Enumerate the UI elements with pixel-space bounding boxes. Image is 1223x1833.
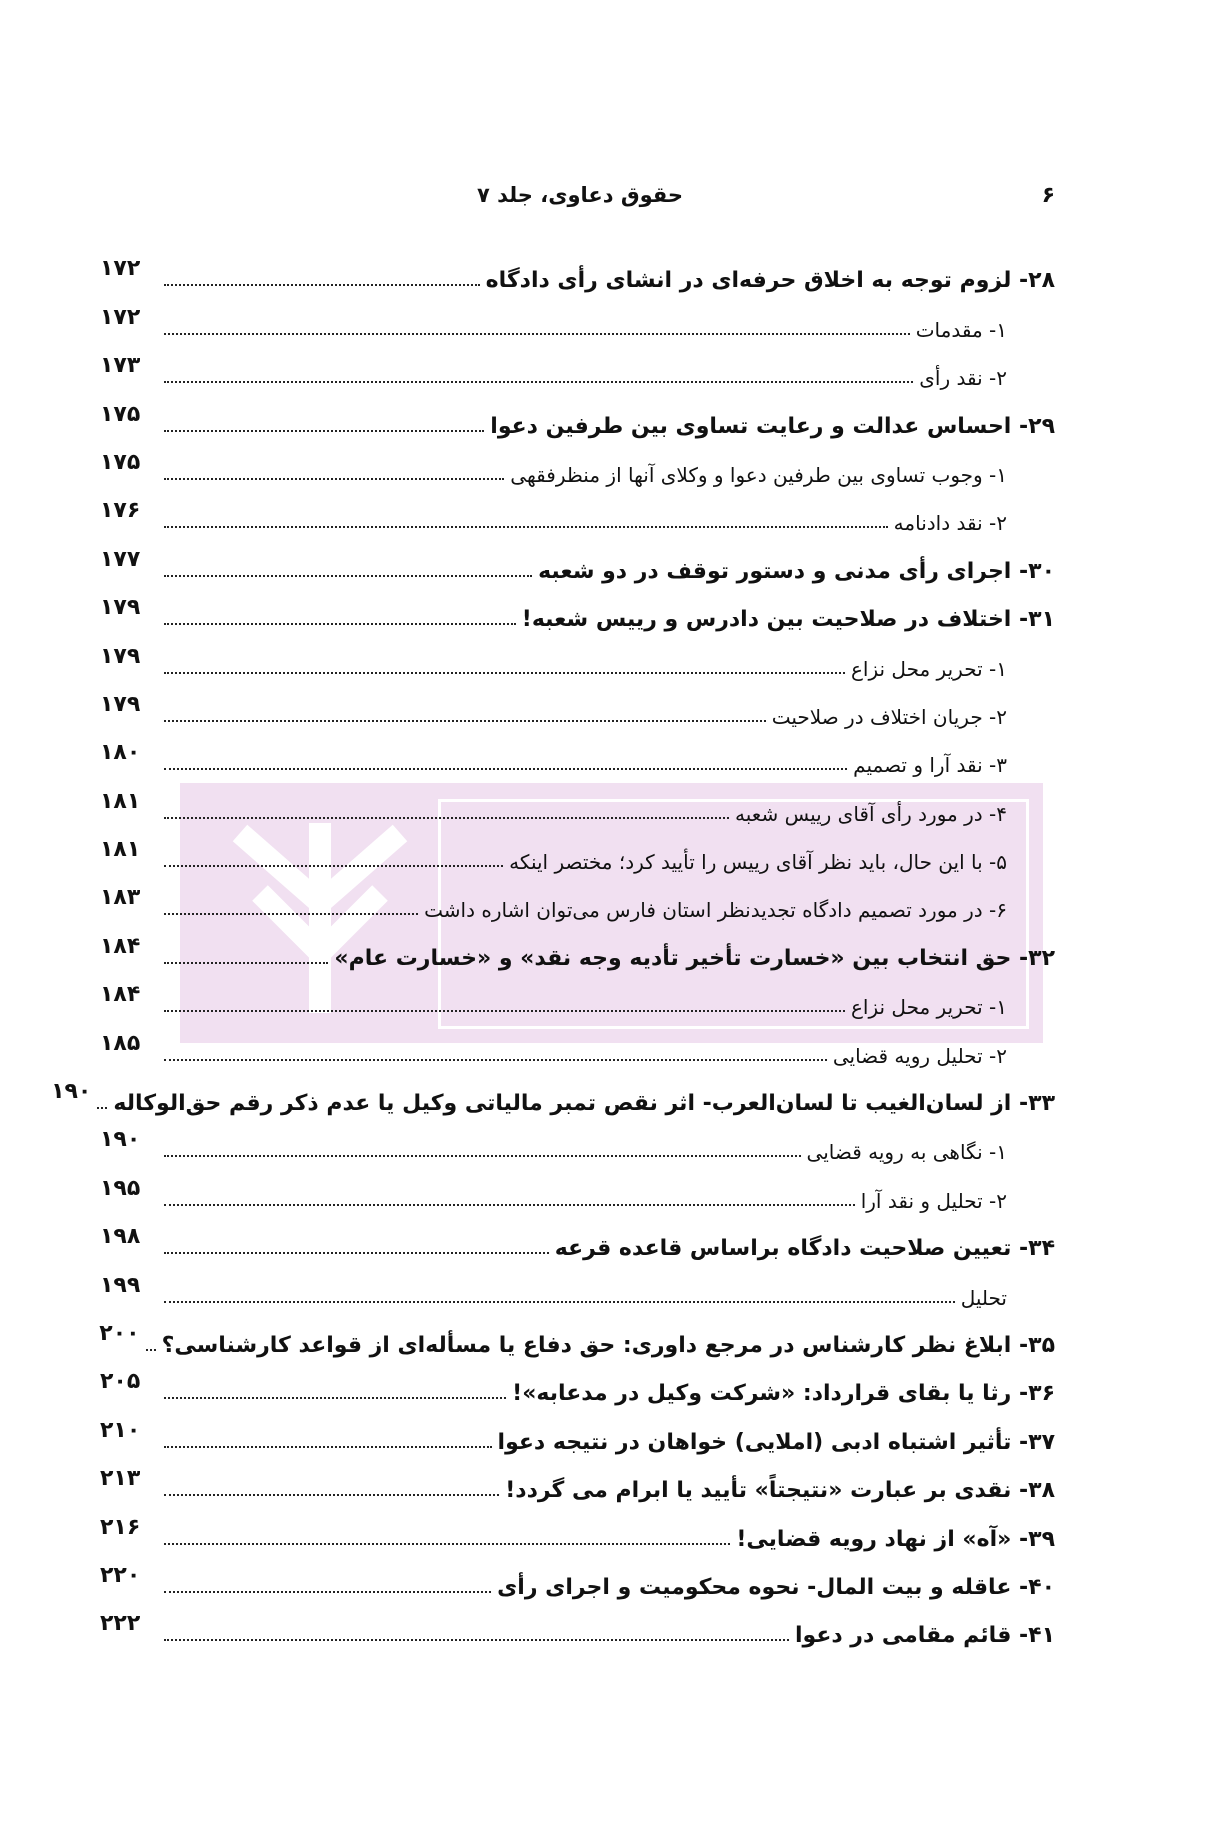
- toc-entry[interactable]: [100, 535, 1055, 583]
- toc-entry-title: ۳۱- اختلاف در صلاحیت بین دادرس و رییس شعبه!: [521, 607, 1055, 633]
- toc-entry-title: ۴۰- عاقله و بیت المال- نحوه محکومیت و اجرای رأی: [497, 1574, 1055, 1600]
- toc-entry-page: ۱۸۱: [100, 788, 141, 814]
- toc-entry[interactable]: [100, 971, 1055, 1019]
- dot-leader: [164, 526, 888, 528]
- toc-entry-title: ۲۹- احساس عدالت و رعایت تساوی بین طرفین دعوا: [490, 413, 1055, 439]
- toc-entry-title: ۲- نقد رأی: [919, 366, 1007, 391]
- toc-entry-page: ۲۰۵: [100, 1369, 141, 1395]
- toc-entry[interactable]: [100, 1310, 1055, 1358]
- dot-leader: [164, 1204, 855, 1206]
- toc-entry[interactable]: [100, 1358, 1055, 1406]
- dot-leader: [164, 575, 532, 577]
- toc-entry-title: ۳۶- رثا یا بقای قرارداد: «شرکت وکیل در مدعابه»!: [512, 1381, 1055, 1407]
- toc-entry[interactable]: [100, 293, 1055, 341]
- toc-entry-page: ۱۷۶: [100, 498, 141, 524]
- toc-entry[interactable]: [100, 245, 1055, 293]
- dot-leader: [164, 284, 480, 286]
- toc-entry-title: ۳۹- «آه» از نهاد رویه قضایی!: [736, 1526, 1055, 1552]
- toc-entry-page: ۱۸۴: [100, 982, 141, 1008]
- dot-leader: [164, 1059, 827, 1061]
- toc-entry[interactable]: [100, 874, 1055, 922]
- dot-leader: [164, 381, 913, 383]
- dot-leader: [164, 1591, 491, 1593]
- toc-entry-title: ۲- تحلیل رویه قضایی: [832, 1043, 1007, 1068]
- toc-entry-page: ۱۸۰: [100, 740, 141, 766]
- dot-leader: [164, 430, 484, 432]
- toc-entry-page: ۲۱۶: [100, 1514, 141, 1540]
- toc-entry[interactable]: [100, 390, 1055, 438]
- dot-leader: [164, 1494, 499, 1496]
- toc-entry-page: ۲۲۰: [100, 1562, 141, 1588]
- toc-entry-title: ۶- در مورد تصمیم دادگاه تجدیدنظر استان فارس می‌توان اشاره داشت: [424, 898, 1007, 923]
- dot-leader: [164, 623, 516, 625]
- toc-entry-title: ۳۲- حق انتخاب بین «خسارت تأخیر تأدیه وجه نقد» و «خسارت عام»: [334, 945, 1055, 971]
- toc-entry-page: ۱۹۰: [51, 1079, 92, 1105]
- toc-entry-page: ۱۷۹: [100, 691, 141, 717]
- toc-entry-page: ۱۷۲: [100, 256, 141, 282]
- dot-leader: [164, 913, 418, 915]
- toc-entry-page: ۱۹۹: [100, 1272, 141, 1298]
- toc-entry[interactable]: [100, 342, 1055, 390]
- dot-leader: [97, 1107, 107, 1109]
- page-header: [105, 183, 1055, 219]
- toc-entry-page: ۱۷۳: [100, 353, 141, 379]
- toc-entry[interactable]: [100, 1261, 1055, 1309]
- dot-leader: [164, 768, 847, 770]
- table-of-contents: [51, 245, 1055, 1649]
- toc-entry-page: ۱۹۰: [100, 1127, 141, 1153]
- toc-entry-page: ۲۲۲: [100, 1611, 141, 1637]
- dot-leader: [164, 1010, 845, 1012]
- dot-leader: [164, 672, 845, 674]
- toc-entry-title: ۳۳- از لسان‌الغیب تا لسان‌العرب- اثر نقص تمبر مالیاتی وکیل یا عدم ذکر رقم حق‌الوکاله: [113, 1091, 1055, 1117]
- dot-leader: [164, 1155, 801, 1157]
- running-title: حقوق دعاوی، جلد ۷: [476, 183, 684, 207]
- toc-entry[interactable]: [100, 439, 1055, 487]
- toc-entry[interactable]: [51, 1068, 1055, 1117]
- toc-entry-title: ۳۵- ابلاغ نظر کارشناس در مرجع داوری: حق دفاع یا مسأله‌ای از قواعد کارشناسی؟: [161, 1332, 1055, 1358]
- dot-leader: [164, 1543, 730, 1545]
- toc-entry-title: ۱- وجوب تساوی بین طرفین دعوا و وکلای آنها از منظرفقهی: [510, 462, 1007, 487]
- toc-entry[interactable]: [100, 826, 1055, 874]
- toc-entry[interactable]: [100, 922, 1055, 970]
- toc-entry[interactable]: [100, 632, 1055, 680]
- toc-entry-title: ۵- با این حال، باید نظر آقای رییس را تأیید کرد؛ مختصر اینکه: [509, 850, 1007, 875]
- toc-entry-page: ۱۷۹: [100, 643, 141, 669]
- toc-entry-title: ۳۰- اجرای رأی مدنی و دستور توقف در دو شعبه: [538, 558, 1055, 584]
- toc-entry-title: تحلیل: [960, 1285, 1007, 1310]
- toc-entry[interactable]: [100, 487, 1055, 535]
- toc-entry-page: ۲۱۰: [100, 1417, 141, 1443]
- toc-entry-page: ۱۷۲: [100, 304, 141, 330]
- toc-entry-page: ۱۷۵: [100, 449, 141, 475]
- toc-entry[interactable]: [100, 584, 1055, 632]
- toc-entry[interactable]: [100, 1600, 1055, 1648]
- toc-entry-title: ۳۷- تأثیر اشتباه ادبی (املایی) خواهان در نتیجه دعوا: [497, 1429, 1055, 1455]
- toc-entry-page: ۱۷۹: [100, 595, 141, 621]
- toc-entry-title: ۳۴- تعیین صلاحیت دادگاه براساس قاعده قرعه: [554, 1236, 1055, 1262]
- toc-entry-title: ۱- نگاهی به رویه قضایی: [806, 1140, 1007, 1165]
- dot-leader: [164, 817, 729, 819]
- toc-entry-title: ۲- تحلیل و نقد آرا: [860, 1188, 1007, 1213]
- toc-entry-page: ۱۷۷: [100, 546, 141, 572]
- toc-entry[interactable]: [100, 1019, 1055, 1067]
- toc-entry[interactable]: [100, 1503, 1055, 1551]
- toc-entry-page: ۱۸۴: [100, 933, 141, 959]
- toc-entry-title: ۱- مقدمات: [915, 317, 1007, 342]
- dot-leader: [164, 1446, 492, 1448]
- toc-entry-title: ۴- در مورد رأی آقای رییس شعبه: [735, 801, 1007, 826]
- toc-entry-page: ۱۸۱: [100, 837, 141, 863]
- toc-entry-page: ۱۷۵: [100, 401, 141, 427]
- toc-entry[interactable]: [100, 1213, 1055, 1261]
- toc-entry-page: ۲۱۳: [100, 1466, 141, 1492]
- toc-entry-title: ۲- جریان اختلاف در صلاحیت: [771, 704, 1007, 729]
- toc-entry[interactable]: [100, 729, 1055, 777]
- dot-leader: [164, 1301, 955, 1303]
- toc-entry-title: ۱- تحریر محل نزاع: [850, 656, 1007, 681]
- dot-leader: [164, 1397, 506, 1399]
- toc-entry[interactable]: [100, 1406, 1055, 1454]
- toc-entry-title: ۳- نقد آرا و تصمیم: [853, 753, 1007, 778]
- dot-leader: [146, 1349, 156, 1351]
- toc-entry-page: ۱۹۵: [100, 1175, 141, 1201]
- toc-entry[interactable]: [100, 1116, 1055, 1164]
- toc-entry-page: ۱۸۳: [100, 885, 141, 911]
- page-number: ۶: [1041, 183, 1055, 208]
- toc-entry[interactable]: [100, 777, 1055, 825]
- dot-leader: [164, 478, 504, 480]
- toc-entry[interactable]: [100, 681, 1055, 729]
- dot-leader: [164, 865, 503, 867]
- toc-entry[interactable]: [100, 1552, 1055, 1600]
- toc-entry-title: ۲- نقد دادنامه: [893, 511, 1007, 536]
- toc-entry-title: ۴۱- قائم مقامی در دعوا: [794, 1623, 1055, 1649]
- dot-leader: [164, 962, 328, 964]
- toc-entry-title: ۳۸- نقدی بر عبارت «نتیجتاً» تأیید یا ابرام می گردد!: [505, 1478, 1055, 1504]
- dot-leader: [164, 720, 766, 722]
- dot-leader: [164, 1252, 549, 1254]
- toc-entry[interactable]: [100, 1455, 1055, 1503]
- toc-entry-page: ۲۰۰: [99, 1320, 140, 1346]
- toc-entry-page: ۱۹۸: [100, 1224, 141, 1250]
- toc-entry[interactable]: [100, 1164, 1055, 1212]
- toc-entry-page: ۱۸۵: [100, 1030, 141, 1056]
- dot-leader: [164, 333, 910, 335]
- dot-leader: [164, 1639, 789, 1641]
- toc-entry-title: ۲۸- لزوم توجه به اخلاق حرفه‌ای در انشای رأی دادگاه: [485, 268, 1055, 294]
- toc-entry-title: ۱- تحریر محل نزاع: [850, 995, 1007, 1020]
